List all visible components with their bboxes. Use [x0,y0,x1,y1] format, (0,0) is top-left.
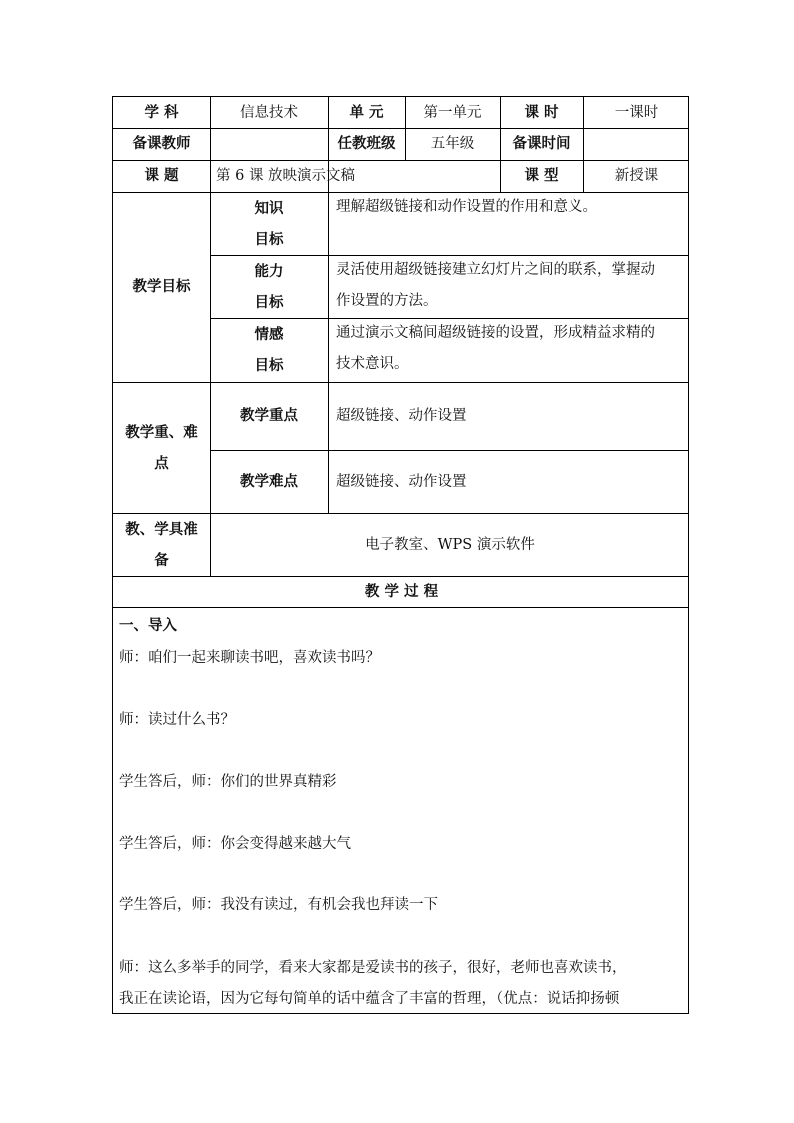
section-heading: 一、导入 [119,617,177,634]
process-line: 我正在读论语，因为它每句简单的话中蕴含了丰富的哲理，（优点：说话抑扬顿 [119,991,620,1007]
goal-text-line: 通过演示文稿间超级链接的设置，形成精益求精的 [336,325,655,341]
goal-label-line: 能力 [254,262,284,280]
difficulty-value: 超级链接、动作设置 [336,473,467,490]
subject-value: 信息技术 [240,104,298,121]
ability-goal-label [210,255,328,318]
emotion-goal-text [328,318,689,382]
topic-label: 课 题 [144,167,179,184]
process-line: 师：读过什么书？ [119,712,235,728]
process-line: 师：这么多举手的同学，看来大家都是爱读书的孩子，很好，老师也喜欢读书， [119,960,627,976]
class-value: 五年级 [430,136,475,152]
goal-text-line: 理解超级链接和动作设置的作用和意义。 [336,199,597,215]
process-line: 学生答后，师：你们的世界真精彩 [119,774,337,790]
goals-label: 教学目标 [132,278,191,295]
process-line: 学生答后，师：你会变得越来越大气 [119,836,351,852]
process-line: 学生答后，师：我没有读过，有机会我也拜读一下 [119,897,438,913]
topic-value: 第 6 课 放映演示文稿 [216,168,356,184]
lesson-plan-table [112,96,689,1014]
emotion-goal-label [210,318,328,382]
process-line: 师：咱们一起来聊读书吧，喜欢读书吗？ [119,650,380,666]
subject-label: 学 科 [144,103,179,121]
knowledge-goal-label [210,192,328,255]
focus-label: 教学重点 [240,407,298,424]
materials-label [113,513,210,576]
goal-text-line: 作设置的方法。 [336,293,438,309]
goal-label-line: 目标 [254,293,284,311]
goal-label-line: 目标 [254,357,284,374]
key-points-label [113,382,210,513]
difficulty-label: 教学难点 [240,472,298,490]
period-label: 课 时 [524,103,559,121]
focus-value: 超级链接、动作设置 [336,408,467,424]
type-label: 课 型 [524,167,559,184]
class-label: 任教班级 [337,135,396,152]
key-points-label-line: 教学重、难 [125,423,198,441]
period-value: 一课时 [614,104,659,121]
goal-label-line: 知识 [254,199,284,217]
unit-label: 单 元 [349,103,384,121]
row-divider [113,607,689,608]
unit-value: 第一单元 [423,104,482,121]
teacher-label: 备课教师 [132,135,191,152]
goal-label-line: 目标 [254,230,284,248]
process-title: 教 学 过 程 [364,582,439,600]
materials-label-line: 教、学具准 [125,520,198,538]
key-points-label-line: 点 [154,454,169,472]
materials-label-line: 备 [154,551,169,569]
prep-time-value [583,128,689,160]
type-value: 新授课 [614,168,659,184]
teacher-value [210,128,328,160]
goal-text-line: 技术意识。 [336,356,409,372]
goal-text-line: 灵活使用超级链接建立幻灯片之间的联系，掌握动 [336,262,655,278]
knowledge-goal-text [328,192,689,255]
prep-time-label: 备课时间 [512,135,571,152]
goal-label-line: 情感 [254,326,284,343]
materials-value: 电子教室、WPS 演示软件 [365,536,535,553]
ability-goal-text [328,255,689,318]
